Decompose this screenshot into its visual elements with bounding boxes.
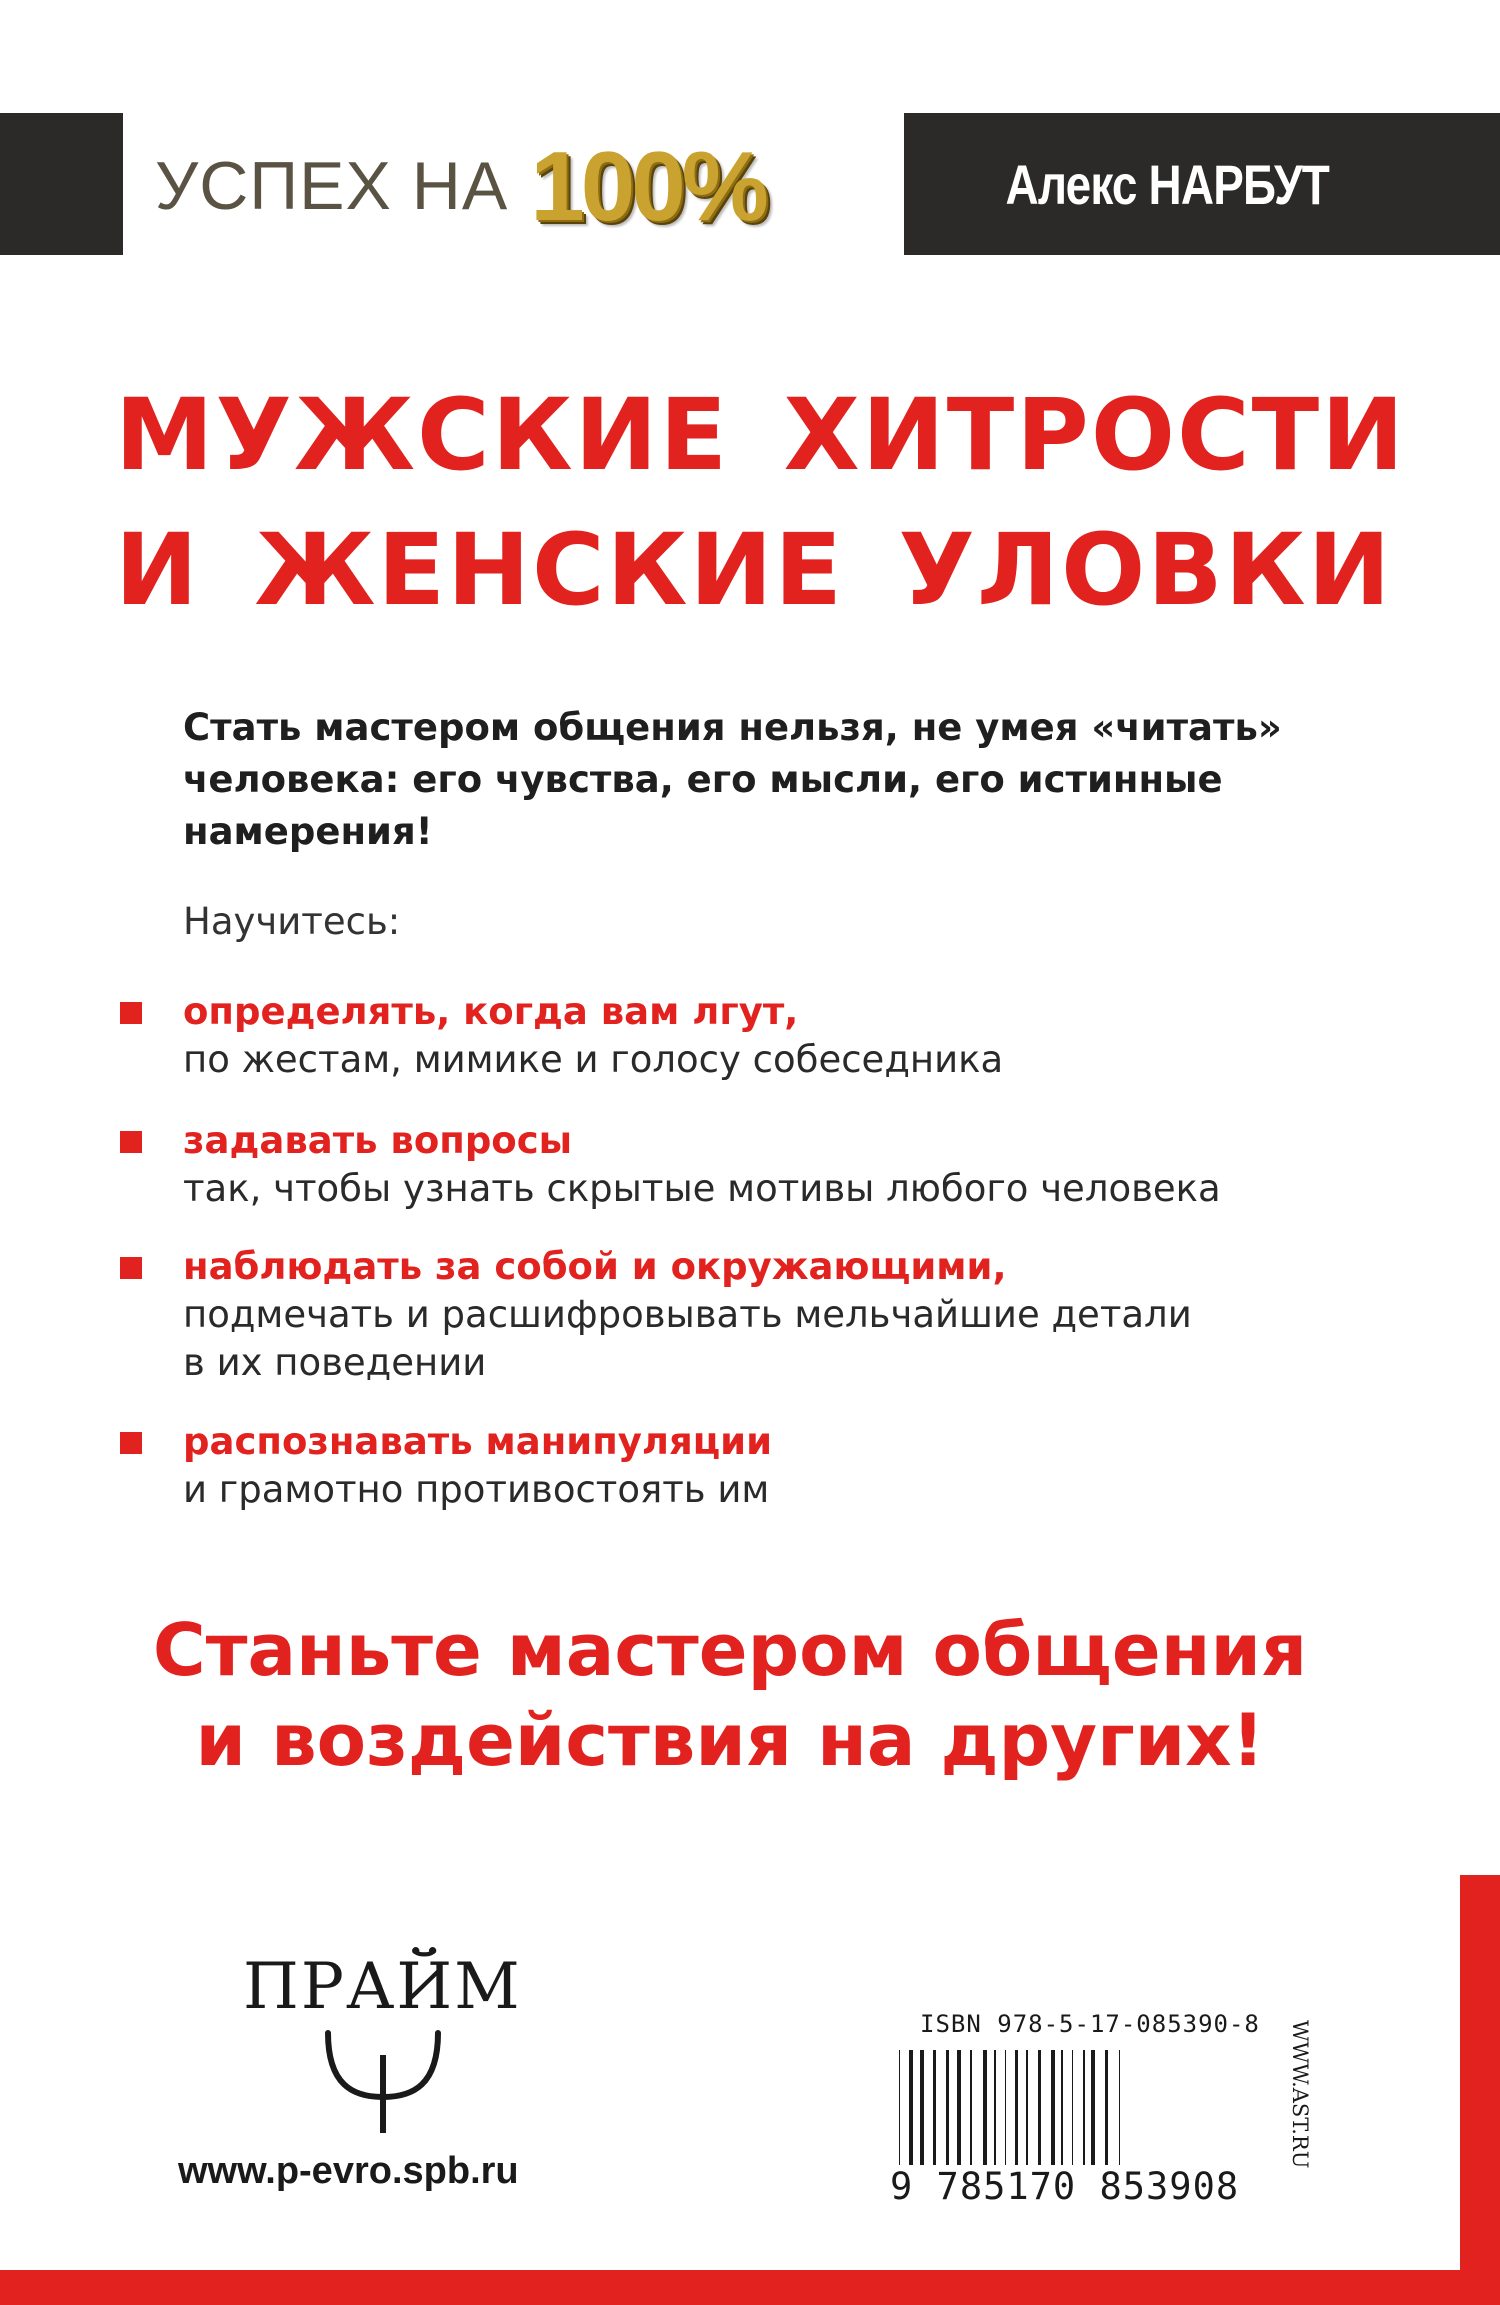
bullet-item — [120, 1243, 1380, 1387]
author-band — [904, 113, 1500, 255]
publisher-website: WWW.AST.RU — [1288, 2020, 1312, 2169]
bullet-heading: задавать вопросы — [183, 1119, 573, 1162]
bullet-body: и грамотно противостоять им — [183, 1468, 770, 1511]
author-name: Алекс НАРБУТ — [1005, 152, 1329, 216]
learn-label: Научитесь: — [183, 900, 401, 943]
bullet-heading: наблюдать за собой и окружающими, — [183, 1245, 1007, 1288]
bullet-body: так, чтобы узнать скрытые мотивы любого человека — [183, 1167, 1221, 1210]
book-title-line-1: МУЖСКИЕ ХИТРОСТИ — [115, 378, 1407, 493]
series-title-text: УСПЕХ НА — [155, 147, 509, 224]
slogan-line-2: и воздействия на других! — [195, 1698, 1265, 1782]
bullet-square-icon — [120, 1131, 142, 1153]
slogan — [0, 1605, 1460, 1785]
barcode-digits: 9 785170 853908 — [890, 2165, 1240, 2208]
bullet-square-icon — [120, 1257, 142, 1279]
series-logo — [155, 128, 875, 243]
intro-paragraph: Стать мастером общения нельзя, не умея «читать» человека: его чувства, его мысли, его истинные намерения! — [183, 706, 1282, 853]
book-title-line-2: И ЖЕНСКИЕ УЛОВКИ — [115, 513, 1393, 628]
isbn-label: ISBN 978-5-17-085390-8 — [920, 2010, 1260, 2038]
bullet-heading: распознавать манипуляции — [183, 1420, 773, 1463]
bullet-heading: определять, когда вам лгут, — [183, 990, 799, 1033]
series-title-percent: 100% — [530, 130, 765, 241]
bullet-body: по жестам, мимике и голосу собеседника — [183, 1038, 1004, 1081]
publisher-url: www.p-evro.spb.ru — [178, 2150, 519, 2192]
bullet-item — [120, 988, 1380, 1084]
bullet-square-icon — [120, 1432, 142, 1454]
bullet-item — [120, 1418, 1380, 1514]
publisher-logo-name: ПРАЙМ — [243, 1950, 522, 2024]
bullet-square-icon — [120, 1002, 142, 1024]
red-side-stripe — [1460, 1875, 1500, 2305]
barcode-icon — [895, 2050, 1265, 2165]
bullet-body: подмечать и расшифровывать мельчайшие детали в их поведении — [183, 1293, 1192, 1384]
bullet-item — [120, 1117, 1380, 1213]
red-bottom-stripe — [0, 2270, 1500, 2305]
slogan-line-1: Станьте мастером общения — [152, 1608, 1308, 1692]
psi-logo-icon — [318, 2025, 448, 2135]
book-title — [115, 368, 1415, 638]
series-band-left — [0, 113, 123, 255]
